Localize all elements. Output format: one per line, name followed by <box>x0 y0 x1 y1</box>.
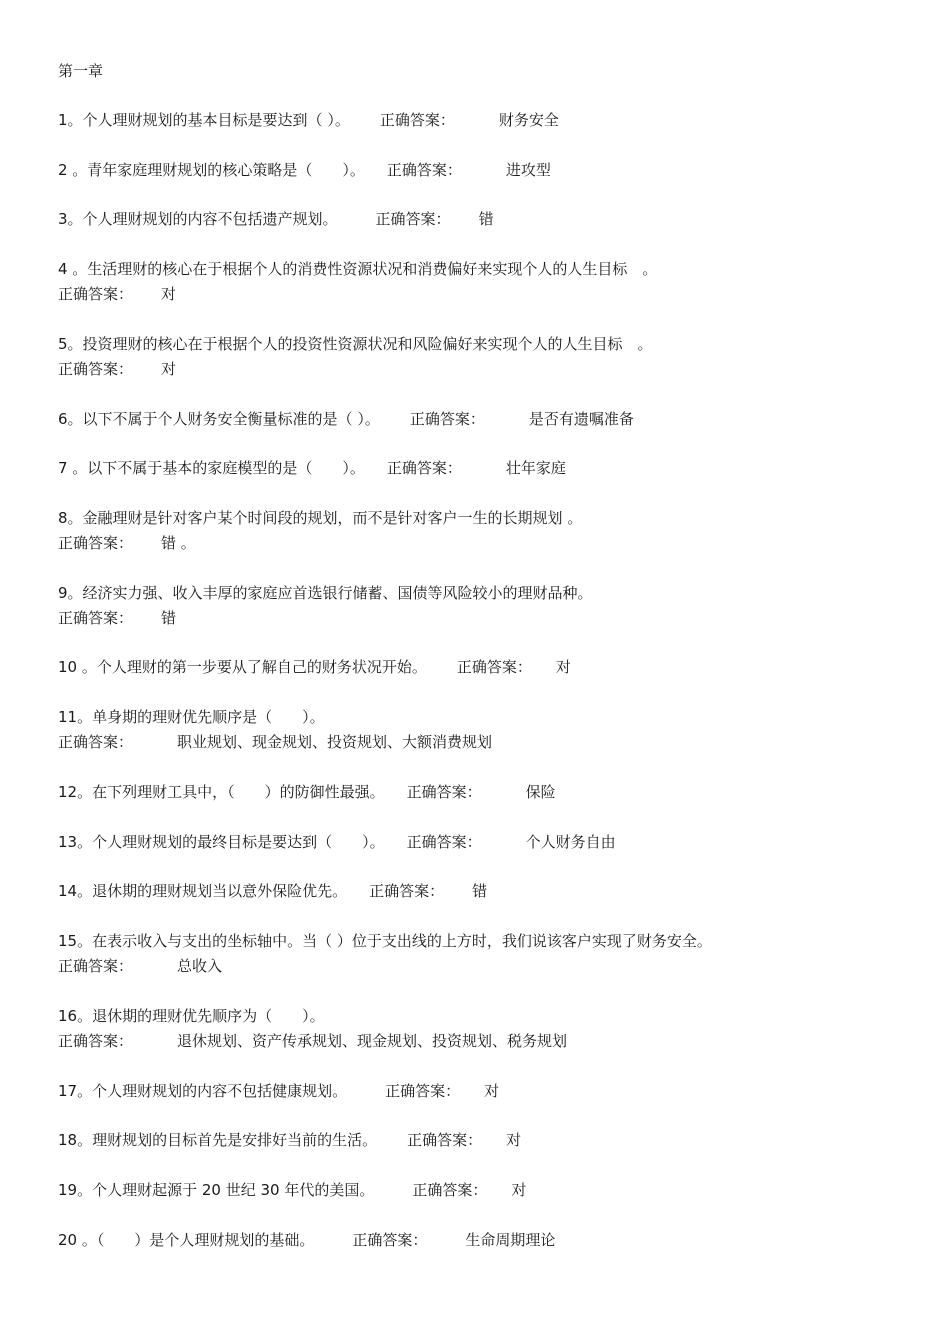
question-text: 9。经济实力强、收入丰厚的家庭应首选银行储蓄、国债等风险较小的理财品种。 <box>58 584 593 602</box>
question-text: 3。个人理财规划的内容不包括遗产规划。 <box>58 210 338 228</box>
answer-label: 正确答案： <box>406 783 482 801</box>
answer-value: 总收入 <box>177 957 223 975</box>
question-text: 18。理财规划的目标首先是安排好当前的生活。 <box>58 1131 378 1149</box>
question-item <box>58 832 616 852</box>
question-text: 2 。青年家庭理财规划的核心策略是（ ）。 <box>58 161 365 179</box>
answer-value: 对 <box>161 285 177 303</box>
answer-value: 错 <box>161 609 177 627</box>
answer-label: 正确答案： <box>406 833 482 851</box>
answer-line <box>58 956 222 976</box>
question-item <box>58 782 556 802</box>
answer-value: 错 。 <box>161 534 196 552</box>
answer-value: 对 <box>506 1131 522 1149</box>
question-text: 15。在表示收入与支出的坐标轴中。当（ ）位于支出线的上方时，我们说该客户实现了财务安全。 <box>58 932 712 950</box>
answer-value: 错 <box>472 882 488 900</box>
answer-value: 个人财务自由 <box>525 833 616 851</box>
answer-line <box>58 284 176 304</box>
answer-label: 正确答案： <box>386 459 462 477</box>
question-text: 13。个人理财规划的最终目标是要达到（ ）。 <box>58 833 385 851</box>
question-item <box>58 209 494 229</box>
answer-label: 正确答案： <box>58 957 134 975</box>
answer-label: 正确答案： <box>385 1082 461 1100</box>
question-text: 17。个人理财规划的内容不包括健康规划。 <box>58 1082 348 1100</box>
question-item <box>58 1180 526 1200</box>
answer-label: 正确答案： <box>456 658 532 676</box>
answer-value: 保险 <box>525 783 556 801</box>
answer-label: 正确答案： <box>386 161 462 179</box>
chapter-title: 第一章 <box>58 62 104 80</box>
question-item <box>58 881 487 901</box>
answer-value: 对 <box>555 658 571 676</box>
question-item <box>58 1230 555 1250</box>
answer-label: 正确答案： <box>352 1231 428 1249</box>
answer-label: 正确答案： <box>58 360 134 378</box>
question-text: 14。退休期的理财规划当以意外保险优先。 <box>58 882 348 900</box>
question-text: 20 。（ ）是个人理财规划的基础。 <box>58 1231 315 1249</box>
answer-label: 正确答案： <box>412 1181 488 1199</box>
answer-label: 正确答案： <box>369 882 445 900</box>
answer-value: 是否有遗嘱准备 <box>528 410 634 428</box>
question-text: 6。以下不属于个人财务安全衡量标准的是（ ）。 <box>58 410 380 428</box>
question-item <box>58 657 571 677</box>
answer-value: 职业规划、现金规划、投资规划、大额消费规划 <box>177 733 493 751</box>
question-text: 10 。个人理财的第一步要从了解自己的财务状况开始。 <box>58 658 427 676</box>
answer-line <box>58 608 176 628</box>
question-text: 7 。以下不属于基本的家庭模型的是（ ）。 <box>58 459 365 477</box>
answer-label: 正确答案： <box>375 210 451 228</box>
answer-value: 对 <box>161 360 177 378</box>
question-item <box>58 1081 499 1101</box>
answer-value: 对 <box>484 1082 500 1100</box>
answer-label: 正确答案： <box>58 733 134 751</box>
question-text: 12。在下列理财工具中，（ ）的防御性最强。 <box>58 783 385 801</box>
question-text: 5。投资理财的核心在于根据个人的投资性资源状况和风险偏好来实现个人的人生目标 。 <box>58 335 653 353</box>
answer-label: 正确答案： <box>409 410 485 428</box>
answer-value: 退休规划、资产传承规划、现金规划、投资规划、税务规划 <box>177 1032 568 1050</box>
answer-label: 正确答案： <box>407 1131 483 1149</box>
answer-label: 正确答案： <box>58 534 134 552</box>
answer-line <box>58 533 196 553</box>
answer-label: 正确答案： <box>58 1032 134 1050</box>
answer-label: 正确答案： <box>58 285 134 303</box>
question-item <box>58 160 551 180</box>
question-text: 4 。生活理财的核心在于根据个人的消费性资源状况和消费偏好来实现个人的人生目标 。 <box>58 260 658 278</box>
answer-value: 对 <box>511 1181 527 1199</box>
question-text: 8。金融理财是针对客户某个时间段的规划，而不是针对客户一生的长期规划 。 <box>58 509 583 527</box>
question-text: 16。退休期的理财优先顺序为（ ）。 <box>58 1007 325 1025</box>
question-item <box>58 409 634 429</box>
answer-label: 正确答案： <box>58 609 134 627</box>
answer-value: 生命周期理论 <box>465 1231 556 1249</box>
question-text: 11。单身期的理财优先顺序是（ ）。 <box>58 708 325 726</box>
answer-line <box>58 732 492 752</box>
question-item <box>58 110 559 130</box>
answer-value: 壮年家庭 <box>505 459 566 477</box>
question-text: 1。个人理财规划的基本目标是要达到（ ）。 <box>58 111 350 129</box>
question-text: 19。个人理财起源于 20 世纪 30 年代的美国。 <box>58 1181 375 1199</box>
answer-label: 正确答案： <box>379 111 455 129</box>
answer-line <box>58 1031 567 1051</box>
answer-line <box>58 359 176 379</box>
answer-value: 错 <box>478 210 494 228</box>
answer-value: 财务安全 <box>498 111 559 129</box>
question-item <box>58 458 566 478</box>
question-item <box>58 1130 521 1150</box>
answer-value: 进攻型 <box>505 161 551 179</box>
